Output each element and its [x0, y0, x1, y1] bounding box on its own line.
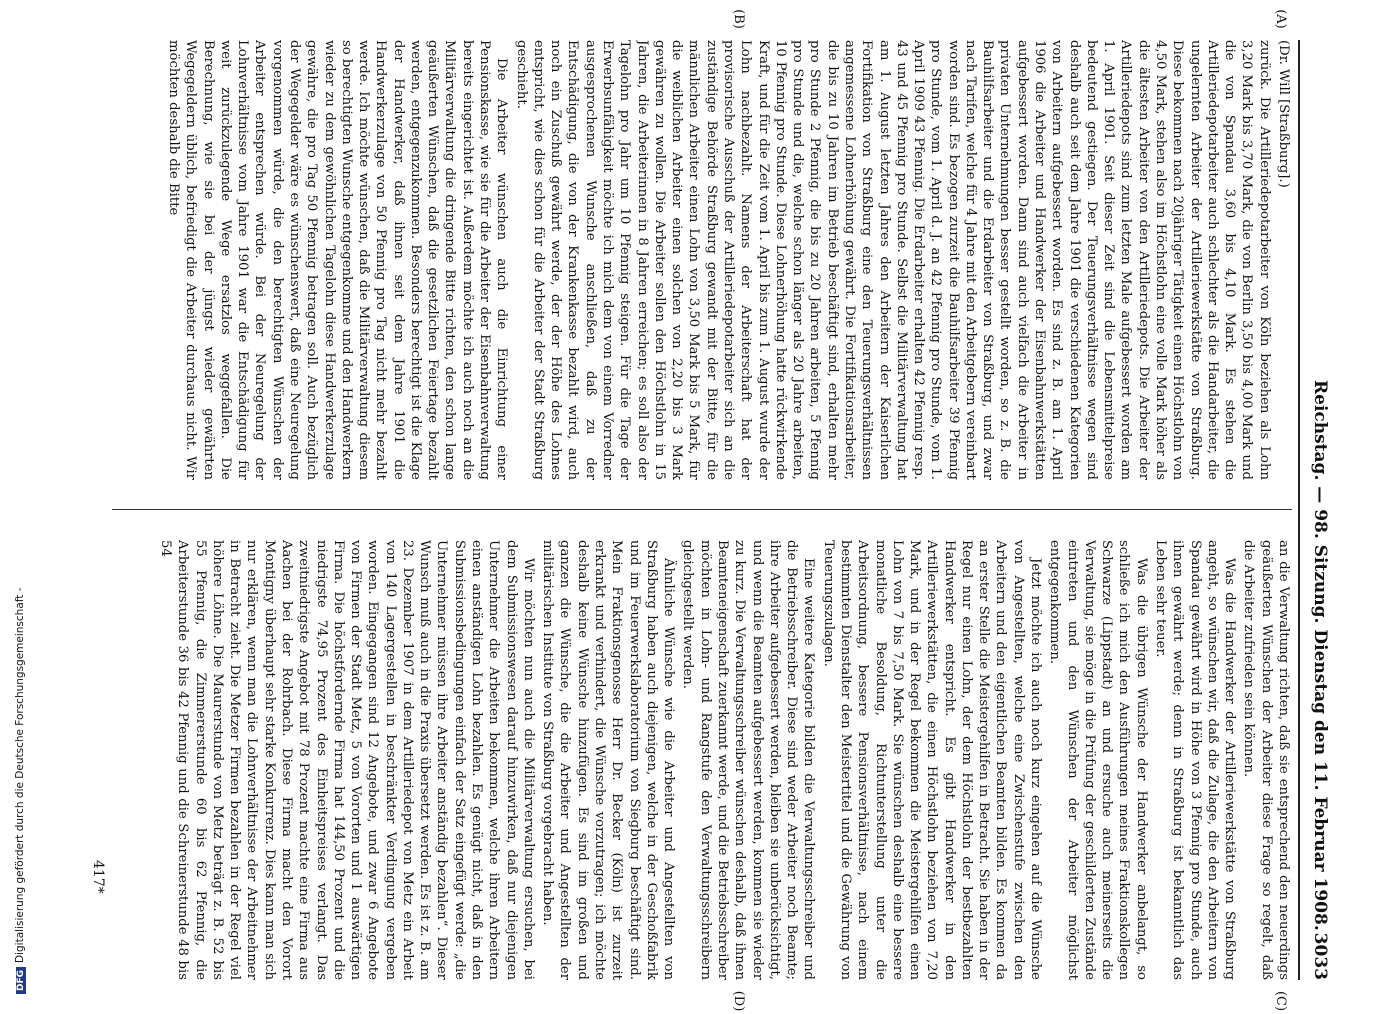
margin-marker-a: (A)	[1273, 9, 1288, 29]
margin-marker-b: (B)	[731, 9, 746, 29]
header-rule	[1298, 40, 1300, 980]
paragraph: Ähnliche Wünsche wie die Arbeiter und Angestellten von Straßburg haben auch diejenigen, welche in der Geschoßfabrik und im Feuerwerkslaboratorium von Siegburg beschäftigt sind. Mein Fraktionsgenosse Herr Dr. Becker (Köln) ist zurzeit erkrankt und verhindert, die Wünsche vorzutragen; ich möchte deshalb keine Wünsche hinzufügen. Es sind im großen und ganzen die Wünsche, die die Arbeiter und Angestellten der militärischen Institute von Straßburg vorgebracht haben.	[540, 540, 677, 980]
sheet-signature: 417*	[90, 860, 106, 894]
paragraph: Jetzt möchte ich auch noch kurz eingehen auf die Wünsche von Angestellten, welche eine Zwischenstufe zwischen den Arbeitern und den eigentlichen Beamten bilden. Es kommen da an erster Stelle die Meistergehilfen in Betracht. Sie haben in der Regel nur einen Lohn, der dem Höchstlohn der bestbezahlten Handwerker entspricht. Es gibt Handwerker in den Artilleriewerkstätten, die einen Höchstlohn beziehen von 7,20 Mark, und in der Regel bekommen die Meistergehilfen einen Lohn von 7 bis 7,50 Mark. Sie wünschen deshalb eine bessere monatliche Besoldung, Richtunterstellung unter die Arbeitsordnung, bessere Pensionsverhältnisse, nach einem bestimmten Dienstalter den Meistertitel und die Gewährung von Teuerungszulagen.	[820, 540, 1044, 980]
paragraph: Eine weitere Kategorie bilden die Verwaltungsschreiber und die Betriebsschreiber. Diese sind weder Arbeiter noch Beamte; ihre Arbeiter aufgebessert werden, bleiben sie unberücksichtigt, und wenn die Beamten aufgebessert werden, kommen sie wieder zu kurz. Die Verwaltungsschreiber wünschen deshalb, daß ihnen Beamteneigenschaft zuerkannt werde, und die Betriebsschreiber möchten in Lohn- und Rangstufe den Verwaltungsschreibern gleichgestellt werden.	[680, 540, 817, 980]
page-title: Reichstag. — 98. Sitzung. Dienstag den 11. Februar 1908.	[1310, 380, 1330, 931]
scanned-page	[66, 9, 1336, 1012]
page-number: 3033	[1310, 932, 1330, 980]
left-column	[112, 40, 1292, 480]
paragraph: an die Verwaltung richten, daß sie entsprechend den neuerdings geäußerten Wünschen der Arbeiter diese Frage so regelt, daß die Arbeiter zufrieden sein können.	[1241, 540, 1291, 980]
margin-marker-d: (D)	[731, 990, 746, 1012]
paragraph: Wir möchten nun auch die Militärverwaltung ersuchen, bei dem Submissionswesen darauf hinzuwirken, daß nur diejenigen Unternehmer die Arbeiten bekommen, welche ihren Arbeitern einen anständigen Lohn bezahlen. Es genügt nicht, daß in den Submissionsbedingungen einfach der Satz eingefügt werde: „die Unternehmer müssen ihre Arbeiter anständig bezahlen“. Dieser Wunsch muß auch in die Praxis übersetzt werden. Es ist z. B. am 23. Dezember 1907 in dem Artilleriedepot von Metz ein Arbeit von 140 Lagergestellen in beschränkter Verdingung vergeben worden. Eingegangen sind 12 Angebote, und zwar 6 Angebote von Firmen der Stadt Metz, 5 von Vororten und 1 auswärtigen Firma. Die höchstfordernde Firma hat 144,50 Prozent und die niedrigste 74,95 Prozent des Einheitspreises verlangt. Das zweitniedrigste Angebot mit 78 Prozent machte eine Firma aus Aachen bei der Rohrbach. Diese Firma macht den Vorort Montigny überhaupt sehr starke Konkurrenz. Dies kann man sich nur erklären, wenn man die Lohnverhältnisse der Arbeitnehmer in Betracht zieht. Die Metzer Firmen bezahlen in der Regel viel höhere Löhne. Die Maurerstunde von Metz beträgt z. B. 52 bis 55 Pfennig, die Zimmererstunde 60 bis 62 Pfennig, die Arbeiterstunde 36 bis 42 Pfennig und die Schreinerstunde 48 bis 54	[158, 540, 536, 980]
dfg-logo: DFG	[16, 967, 26, 994]
paragraph: Die Arbeiter wünschen auch die Einrichtung einer Pensionskasse, wie sie für die Arbeiter der Eisenbahnverwaltung bereits eingerichtet ist. Außerdem möchte ich auch noch an die Militärverwaltung die dringende Bitte richten, den schon lange geäußerten Wünschen, daß die gesetzlichen Feiertage bezahlt werden, entgegenzukommen. Besonders berechtigt ist die Klage der Handwerker, daß ihnen seit dem Jahre 1901 die Handwerkerzulage von 50 Pfennig pro Tag nicht mehr bezahlt werde. Ich möchte wünschen, daß die Militärverwaltung diesem so berechtigten Wunsche entgegenkomme und den Handwerkern wieder zu dem gewöhnlichen Tagelohn diese Handwerkerzulage gewähre, die pro Tag 50 Pfennig betragen soll. Auch bezüglich der Wegegelder wäre es wünschenswert, daß eine Neuregelung vorgenommen würde, die den berechtigten Wünschen der Arbeiter entsprechen würde. Bei der Neuregelung der Lohnverhältnisse vom Jahre 1901 war die Entschädigung für weit zurückzulegende Wege ersatzlos weggefallen. Die Berechnung, wie sie bei der jüngst wieder gewährten Wegegeldern üblich, befriedigt die Arbeiter durchaus nicht. Wir möchten deshalb die Bitte	[166, 40, 510, 480]
paragraph: zurück. Die Artilleriedepotarbeiter von Köln beziehen als Lohn 3,20 Mark bis 3,70 Mark, die von Berlin 3,50 bis 4,00 Mark und die von Spandau 3,60 bis 4,10 Mark. Es stehen die Artilleriedepotarbeiter auch schlechter als die Handarbeiter, die ungelernten Arbeiter der Artilleriewerkstätte von Straßburg. Diese bekommen nach 20jähriger Tätigkeit einen Höchstlohn von 4,50 Mark, stehen also im Höchstlohn eine volle Mark höher als die ältesten Arbeiter von den Artilleriedepots. Die Arbeiter der Artilleriedepots sind zum letzten Male aufgebessert worden am 1. April 1901. Seit dieser Zeit sind die Lebensmittelpreise bedeutend gestiegen. Der Teuerungsverhältnisse wegen sind deshalb auch seit dem Jahre 1901 die verschiedenen Kategorien von Arbeitern aufgebessert worden. Es sind z. B. am 1. April 1906 die Arbeiter und Handwerker der Eisenbahnwerkstätten aufgebessert worden. Dann sind auch vielfach die Arbeiter in privaten Unternehmungen besser gestellt worden, so z. B. die Bauhilfsarbeiter und die Erdarbeiter von Straßburg, und zwar nach Tarifen, welche für 4 Jahre mit den Arbeitgebern vereinbart worden sind. Es bezogen zurzeit die Bauhilfsarbeiter 39 Pfennig pro Stunde, vom 1. April d. J. an 42 Pfennig pro Stunde, vom 1. April 1909 43 Pfennig. Die Erdarbeiter erhalten 42 Pfennig resp. 43 und 45 Pfennig pro Stunde. Selbst die Militärverwaltung hat am 1. August letzten Jahres den Arbeitern der Kaiserlichen Fortifikation von Straßburg eine den Teuerungsverhältnissen angemessene Lohnerhöhung gewährt. Die Fortifikationsarbeiter, die bis zu 10 Jahren im Betrieb beschäftigt sind, erhalten mehr pro Stunde 2 Pfennig, die bis zu 20 Jahren arbeiten, 5 Pfennig pro Stunde und die, welche schon länger als 20 Jahre arbeiten, 10 Pfennig pro Stunde. Diese Lohnerhöhung hatte rückwirkende Kraft, und für die Zeit vom 1. April bis zum 1. August wurde der Lohn nachbezahlt. Namens der Arbeiterschaft hat der provisorische Ausschuß der Artilleriedepotarbeiter sich an die zuständige Behörde Straßburg gewandt mit der Bitte, für die männlichen Arbeiter einen Lohn von 3,50 Mark bis 5 Mark, für die weiblichen Arbeiter einen solchen von 2,20 bis 3 Mark gewähren zu wollen. Die Arbeiter sollen den Höchstlohn in 15 Jahren, die Arbeiterinnen in 8 Jahren erreichen; es soll also der Tagelohn pro Jahr um 10 Pfennig steigen. Für die Tage der Erwerbsunfähigkeit möchte ich mich dem von einem Vorredner ausgesprochenen Wunsche anschließen, daß zu der Entschädigung, die von der Krankenkasse bezahlt wird, auch noch ein Zuschuß gewährt werde, der der Höhe des Lohnes entspricht, wie dies schon für die Arbeiter der Stadt Straßburg geschieht.	[513, 40, 1272, 480]
digitization-credit	[14, 4, 26, 994]
page-header	[1302, 40, 1336, 980]
speaker-attribution: (Dr. Will [Straßburg].)	[1276, 40, 1291, 188]
column-divider	[112, 509, 1292, 510]
credit-text: Digitalisierung gefördert durch die Deutsche Forschungsgemeinschaft -	[14, 587, 26, 963]
paragraph: Was die Handwerker der Artilleriewerkstätte von Straßburg angeht, so wünschen wir, daß die Zulage, die den Arbeitern von Spandau gewährt wird in Höhe von 3 Pfennig pro Stunde, auch ihnen gewährt werde; denn in Straßburg ist bekanntlich das Leben sehr teuer.	[1153, 540, 1238, 980]
right-column	[112, 540, 1292, 980]
margin-marker-c: (C)	[1273, 990, 1288, 1012]
paragraph: Was die übrigen Wünsche der Handwerker anbelangt, so schließe ich mich den Ausführungen meines Fraktionskollegen Schwarze (Lippstadt) an und ersuche auch meinerseits die Verwaltung, sie möge in die Prüfung der geschilderten Zustände eintreten und den Wünschen der Arbeiter möglichst entgegenkommen.	[1047, 540, 1149, 980]
